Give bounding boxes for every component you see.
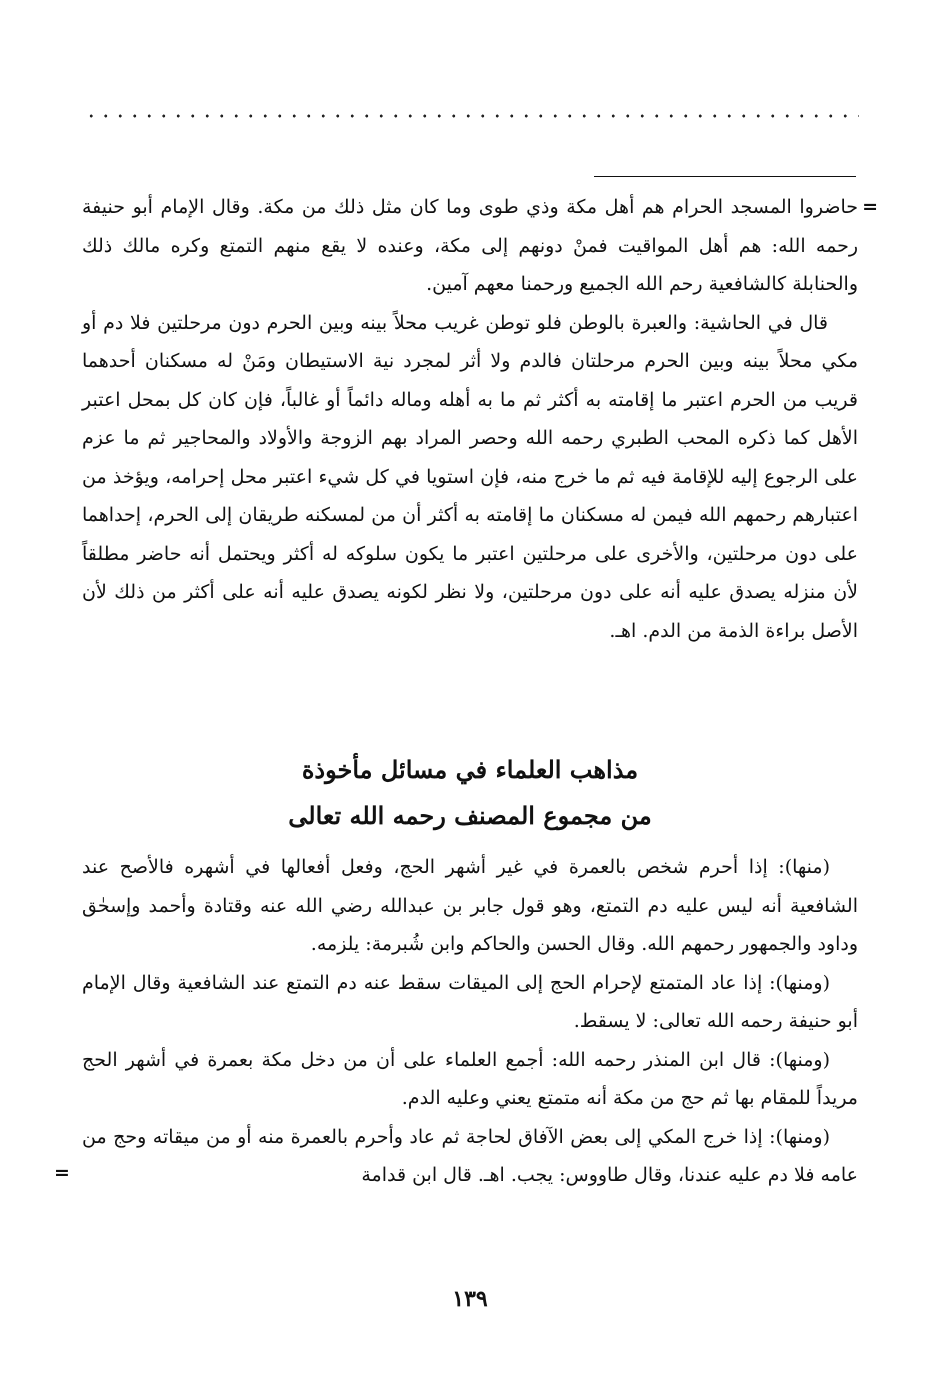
- footnote-separator: [594, 176, 856, 177]
- body-paragraph: (ومنها): إذا عاد المتمتع لإحرام الحج إلى الميقات سقط عنه دم التمتع عند الشافعية وقال الإمام أبو حنيفة رحمه الله تعالى: لا يسقط.: [82, 971, 858, 1032]
- continuation-mark: =: [862, 196, 878, 218]
- footnote-paragraph: قال في الحاشية: والعبرة بالوطن فلو توطن غريب محلاً بينه وبين الحرم دون مرحلتين فلا دم أو مكي محلاً بينه وبين الحرم مرحلتان فالدم ولا أثر لمجرد نية الاستيطان ومَنْ له مسكنان أحدهما قريب من الحرم اعتبر ما إقامته به أكثر ثم ما به أهله وماله دائماً أو غالباً، فإن كان كل بمحل اعتبر الأهل كما ذكره المحب الطبري رحمه الله وحصر المراد بهم الزوجة والأولاد والمحاجير ثم ما عزم على الرجوع إليه للإقامة فيه ثم ما خرج منه، فإن استويا في كل شيء اعتبر محل إحرامه، ويؤخذ من اعتبارهم رحمهم الله فيمن له مسكنان ما إقامته به أكثر أن من لمسكنه طريقان إلى الحرم، إحداهما على دون مرحلتين، والأخرى على مرحلتين اعتبر ما يكون سلوكه له أكثر ويحتمل أنه حاضر مطلقاً لأن منزله يصدق عليه أنه على دون مرحلتين، ولا نظر لكونه يصدق عليه أنه على أكثر من ذلك لأن الأصل براءة الذمة من الدم. اهـ.: [82, 311, 858, 642]
- page-number: ١٣٩: [452, 1286, 488, 1312]
- footnote-paragraph: [82, 188, 878, 304]
- section-heading-line2: من مجموع المصنف رحمه الله تعالى: [288, 801, 652, 830]
- body-paragraph: (منها): إذا أحرم شخص بالعمرة في غير أشهر الحج، وفعل أفعالها في أشهره فالأصح عند الشافعية أنه ليس عليه دم التمتع، وهو قول جابر بن عبدالله رضي الله عنه وقتادة وأحمد وإسحٰق وداود والجمهور رحمهم الله. وقال الحسن والحاكم وابن شُبرمة: يلزمه.: [82, 856, 858, 955]
- body-paragraph: (ومنها): قال ابن المنذر رحمه الله: أجمع العلماء على أن من دخل مكة بعمرة في أشهر الحج مريداً للمقام بها ثم حج من مكة أنه متمتع يعني وعليه الدم.: [82, 1048, 858, 1109]
- footnote-paragraph-text: حاضروا المسجد الحرام هم أهل مكة وذي طوى وما كان مثل ذلك من مكة. وقال الإمام أبو حنيفة رحمه الله: هم أهل المواقيت فمنْ دونهم إلى مكة، وعنده لا يقع منهم التمتع وكره مالك ذلك والحنابلة كالشافعية رحم الله الجميع ورحمنا معهم آمين.: [82, 196, 858, 295]
- body-paragraph: [54, 1118, 858, 1195]
- header-dotted-rule: [84, 112, 859, 120]
- body-paragraph-text: (ومنها): إذا خرج المكي إلى بعض الآفاق لحاجة ثم عاد وأحرم بالعمرة منه أو من ميقاته وحج من عامه فلا دم عليه عندنا، وقال طاووس: يجب. اهـ. قال ابن قدامة: [82, 1125, 858, 1186]
- footnote-text: [82, 188, 878, 650]
- main-text: [54, 848, 858, 1195]
- section-heading-line1: مذاهب العلماء في مسائل مأخوذة: [301, 755, 639, 784]
- continuation-mark: =: [54, 1162, 70, 1184]
